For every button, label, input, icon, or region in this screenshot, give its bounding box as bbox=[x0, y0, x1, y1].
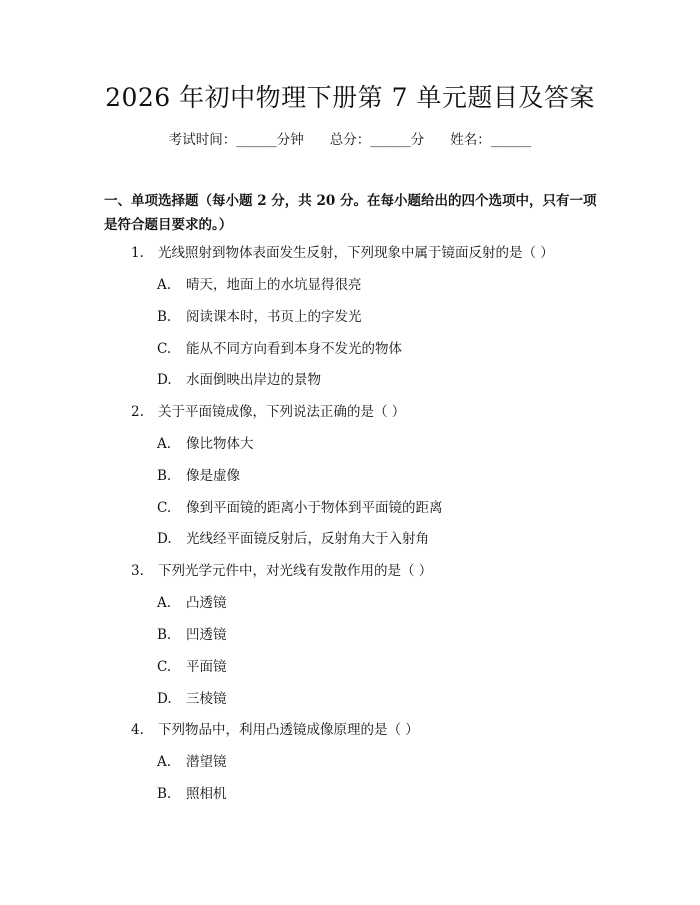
exam-time-field: 考试时间：______分钟 bbox=[168, 132, 304, 148]
option-text: 像比物体大 bbox=[186, 436, 254, 452]
option-text: 能从不同方向看到本身不发光的物体 bbox=[186, 341, 402, 357]
option-letter: A. bbox=[157, 754, 172, 770]
option-text: 像到平面镜的距离小于物体到平面镜的距离 bbox=[186, 500, 443, 516]
option-text: 三棱镜 bbox=[186, 691, 227, 707]
option-text: 凸透镜 bbox=[186, 595, 227, 611]
name-field: 姓名：______ bbox=[450, 132, 532, 148]
question-2-option-d bbox=[157, 529, 429, 549]
question-3-option-a bbox=[157, 593, 227, 613]
page-title: 2026 年初中物理下册第 7 单元题目及答案 bbox=[105, 83, 595, 112]
question-number: 3. bbox=[131, 563, 144, 579]
option-letter: D. bbox=[157, 372, 172, 388]
option-letter: D. bbox=[157, 691, 172, 707]
option-letter: C. bbox=[157, 659, 172, 675]
question-3-option-c bbox=[157, 657, 227, 677]
question-3 bbox=[131, 561, 432, 581]
option-letter: B. bbox=[157, 468, 172, 484]
question-number: 4. bbox=[131, 722, 144, 738]
section-heading: 一、单项选择题（每小题 2 分，共 20 分。在每小题给出的四个选项中，只有一项是符合题目要求的。） bbox=[104, 193, 597, 233]
option-letter: B. bbox=[157, 627, 172, 643]
option-letter: C. bbox=[157, 341, 172, 357]
option-letter: C. bbox=[157, 500, 172, 516]
option-text: 光线经平面镜反射后，反射角大于入射角 bbox=[186, 531, 429, 547]
option-letter: A. bbox=[157, 277, 172, 293]
question-number: 1. bbox=[131, 245, 144, 261]
option-letter: B. bbox=[157, 309, 172, 325]
question-4 bbox=[131, 720, 419, 740]
option-text: 平面镜 bbox=[186, 659, 227, 675]
option-text: 阅读课本时，书页上的字发光 bbox=[186, 309, 362, 325]
exam-meta-line bbox=[0, 130, 700, 150]
question-2 bbox=[131, 402, 405, 422]
question-text: 关于平面镜成像，下列说法正确的是（ ） bbox=[158, 404, 406, 420]
question-3-option-d bbox=[157, 689, 227, 709]
question-text: 下列光学元件中，对光线有发散作用的是（ ） bbox=[158, 563, 433, 579]
total-score-field: 总分：______分 bbox=[329, 132, 425, 148]
option-letter: A. bbox=[157, 595, 172, 611]
option-letter: D. bbox=[157, 531, 172, 547]
question-2-option-a bbox=[157, 434, 254, 454]
question-1-option-d bbox=[157, 370, 321, 390]
option-text: 潜望镜 bbox=[186, 754, 227, 770]
question-1-option-b bbox=[157, 307, 362, 327]
option-text: 水面倒映出岸边的景物 bbox=[186, 372, 321, 388]
question-1 bbox=[131, 243, 554, 263]
question-2-option-b bbox=[157, 466, 240, 486]
question-1-option-c bbox=[157, 339, 402, 359]
option-letter: A. bbox=[157, 436, 172, 452]
question-2-option-c bbox=[157, 498, 443, 518]
question-1-option-a bbox=[157, 275, 362, 295]
question-4-option-b bbox=[157, 784, 227, 804]
question-text: 下列物品中，利用凸透镜成像原理的是（ ） bbox=[158, 722, 419, 738]
question-text: 光线照射到物体表面发生反射，下列现象中属于镜面反射的是（ ） bbox=[158, 245, 554, 261]
question-4-option-a bbox=[157, 752, 227, 772]
option-text: 像是虚像 bbox=[186, 468, 240, 484]
option-text: 凹透镜 bbox=[186, 627, 227, 643]
question-number: 2. bbox=[131, 404, 144, 420]
option-text: 晴天，地面上的水坑显得很亮 bbox=[186, 277, 362, 293]
option-text: 照相机 bbox=[186, 786, 227, 802]
option-letter: B. bbox=[157, 786, 172, 802]
question-3-option-b bbox=[157, 625, 227, 645]
